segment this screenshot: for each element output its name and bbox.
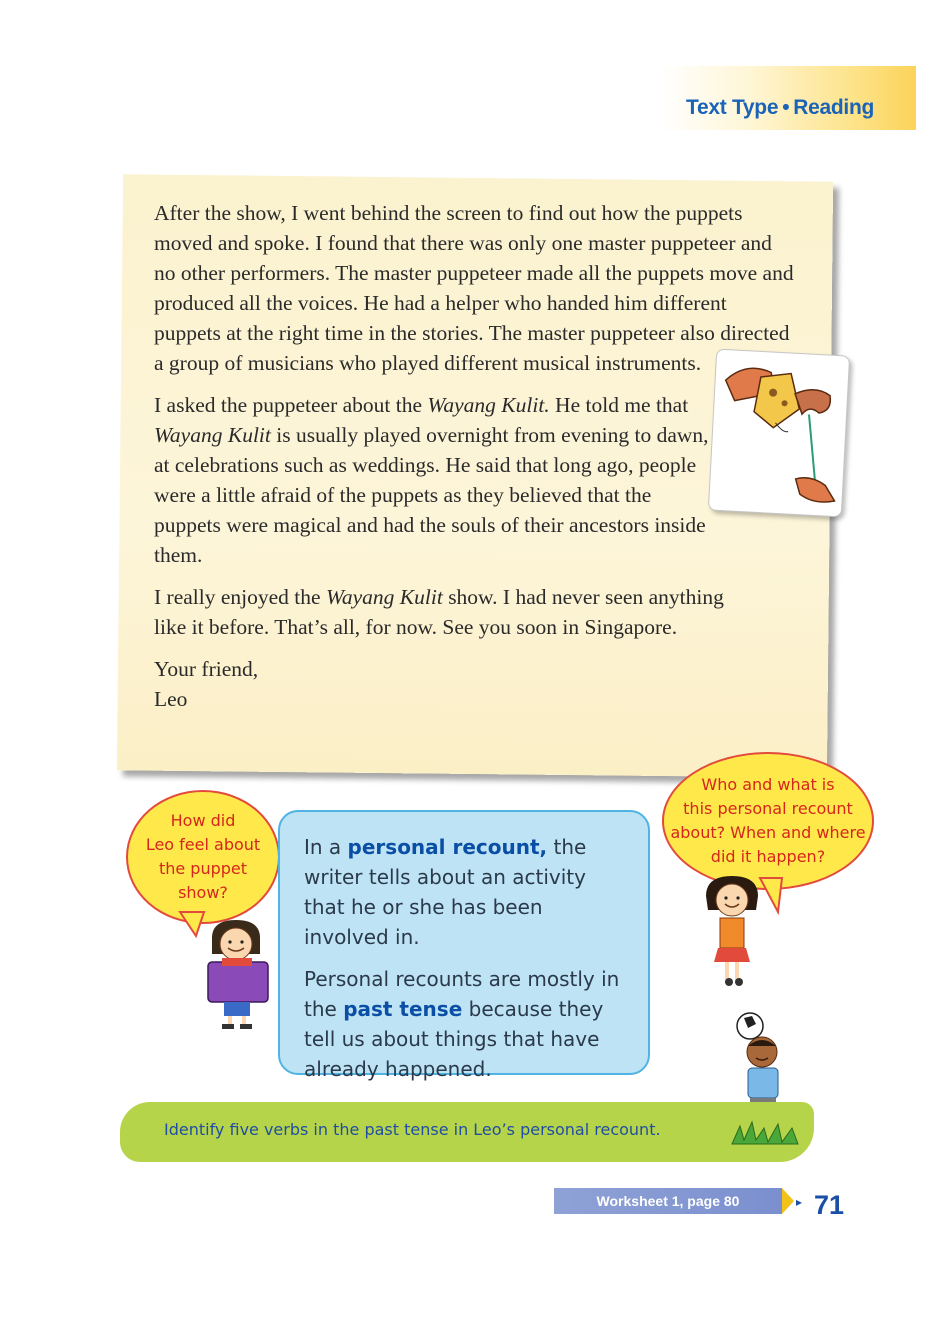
section-header (686, 96, 874, 120)
paragraph-3-italic: Wayang Kulit (325, 585, 443, 609)
bubble-right-tail-icon (760, 878, 790, 914)
bubble-left-line-3: the puppet (158, 859, 248, 878)
letter-closing: Your friend, (154, 657, 259, 681)
speech-bubble-left (126, 790, 280, 924)
puppet-illustration (708, 349, 850, 518)
puppet-drawing-icon (709, 350, 849, 517)
text-type-label: Text Type (686, 96, 779, 119)
worksheet-reference: Worksheet 1, page 80 (554, 1188, 782, 1214)
info-p1-text-a: In a (304, 835, 348, 859)
reading-label: Reading (793, 96, 875, 119)
letter-paragraph-3 (154, 582, 754, 642)
info-p2-text-b: because they tell us about things that have already happened. (304, 997, 604, 1081)
paragraph-3-text-a: I really enjoyed the (154, 585, 326, 609)
info-p1-bold: personal recount, (347, 835, 548, 859)
bubble-left-line-2: Leo feel about (145, 835, 261, 854)
task-instruction: Identify five verbs in the past tense in Leo’s personal recount. (164, 1120, 661, 1139)
header-separator: • (782, 96, 790, 119)
page-number: 71 (814, 1190, 845, 1220)
girl-with-book-icon (198, 920, 284, 1032)
paragraph-3-text-b: show. I had never seen anything like it before. That’s all, for now. See you soon in Singapore. (154, 585, 724, 639)
paragraph-2-italic-a: Wayang Kulit. (427, 393, 550, 417)
paragraph-2-text-a: I asked the puppeteer about the (154, 393, 428, 417)
info-paragraph-2 (304, 964, 630, 1084)
pointer-triangle-icon: ▸ (796, 1195, 803, 1209)
paragraph-2-text-b: He told me that (549, 393, 689, 417)
letter-text (154, 198, 794, 714)
bubble-left-line-4: show? (178, 883, 228, 902)
info-p2-text-a: Personal recounts are mostly in the (304, 967, 620, 1021)
info-box (278, 810, 650, 1081)
info-p1-text-b: the writer tells about an activity that he or she has been involved in. (304, 835, 587, 949)
paragraph-2-text-c: is usually played overnight from evening to dawn, at celebrations such as weddings. He said that long ago, people were a little afraid of the puppets as they believed that the puppets were magical and had the souls of their ancestors inside them. (154, 423, 709, 567)
paragraph-2-italic-b: Wayang Kulit (154, 423, 271, 447)
girl-icon (700, 876, 764, 986)
info-paragraph-1 (304, 832, 630, 952)
footer-arrow-icon (782, 1188, 794, 1214)
bubble-right-line-1: Who and what is (701, 775, 835, 794)
bubble-right-line-4: did it happen? (710, 847, 826, 866)
bubble-right-line-3: about? When and where (670, 823, 866, 842)
letter-signature: Leo (154, 687, 188, 711)
letter-paragraph-2 (154, 390, 714, 570)
bubble-right-line-2: this personal recount (683, 799, 853, 818)
bubble-left-line-1: How did (170, 811, 236, 830)
grass-icon (732, 1118, 808, 1148)
info-p2-bold: past tense (343, 997, 463, 1021)
letter-paragraph-1: After the show, I went behind the screen to find out how the puppets moved and spoke. I found that there was only one master puppeteer and no other performers. The master puppeteer made all the puppets move and produced all the voices. He had a helper who handed him different puppets at the right time in the stories. The master puppeteer also directed a group of musicians who played different musical instruments. (154, 201, 794, 375)
speech-bubble-right (662, 752, 874, 890)
